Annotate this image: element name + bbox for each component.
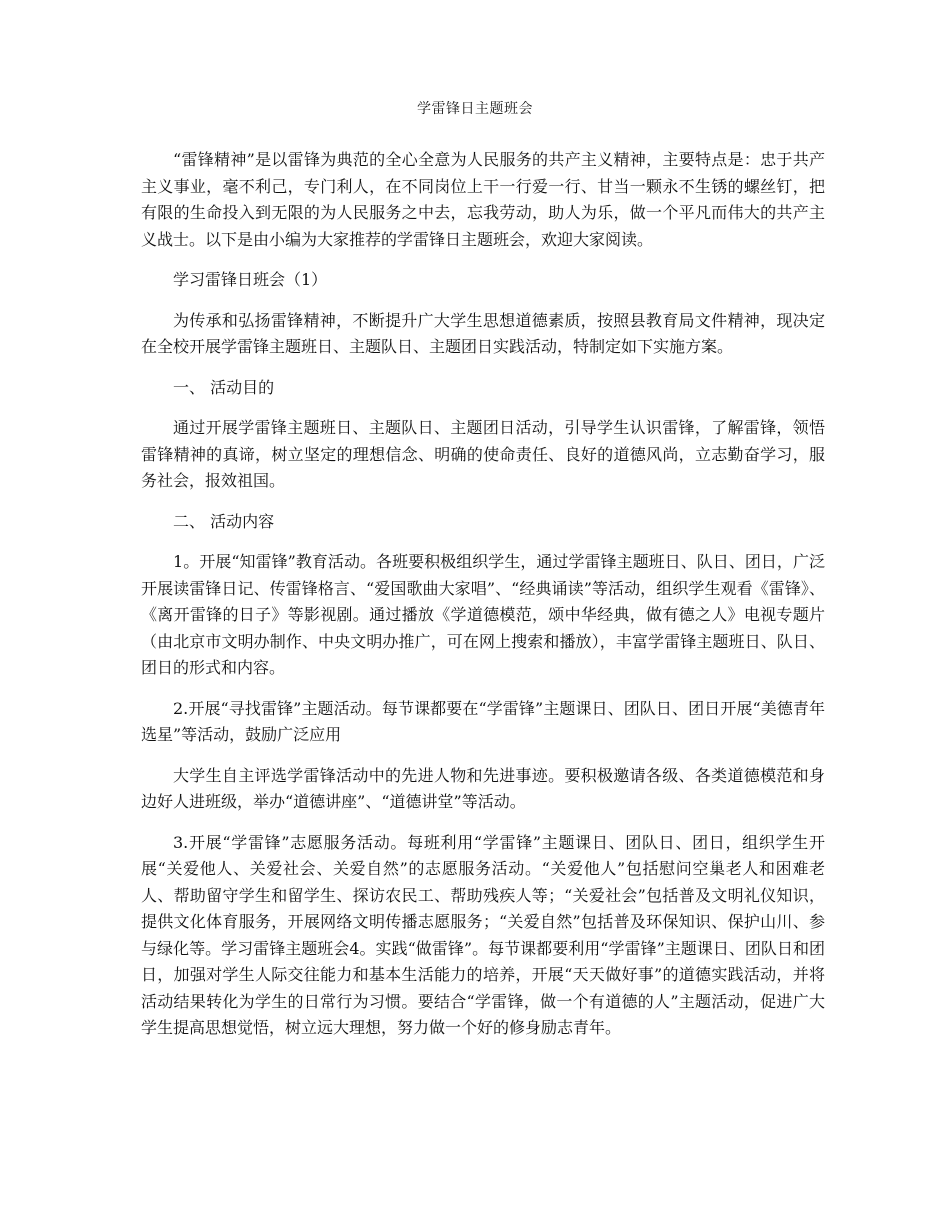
paragraph-intro: “雷锋精神”是以雷锋为典范的全心全意为人民服务的共产主义精神，主要特点是：忠于共产主义事业，毫不利己，专门利人，在不同岗位上干一行爱一行、甘当一颗永不生锈的螺丝钉，把有限的生命投入到无限的为人民服务之中去，忘我劳动，助人为乐，做一个平凡而伟大的共产主义战士。以下是由小编为大家推荐的学雷锋日主题班会，欢迎大家阅读。 <box>141 150 825 249</box>
paragraph-item-2: 2.开展“寻找雷锋”主题活动。每节课都要在“学雷锋”主题课日、团队日、团日开展“美德青年选星”等活动，鼓励广泛应用 <box>141 698 825 744</box>
document-title: 学雷锋日主题班会 <box>417 101 533 117</box>
paragraph-item-3: 3.开展“学雷锋”志愿服务活动。每班利用“学雷锋”主题课日、团队日、团日，组织学生开展“关爱他人、关爱社会、关爱自然”的志愿服务活动。“关爱他人”包括慰问空巢老人和困难老人、帮助留守学生和留学生、探访农民工、帮助残疾人等；“关爱社会”包括普及文明礼仪知识，提供文化体育服务，开展网络文明传播志愿服务；“关爱自然”包括普及环保知识、保护山川、参与绿化等。学习雷锋主题班会4。实践“做雷锋”。每节课都要利用“学雷锋”主题课日、团队日和团日，加强对学生人际交往能力和基本生活能力的培养，开展“天天做好事”的道德实践活动，并将活动结果转化为学生的日常行为习惯。要结合“学雷锋，做一个有道德的人”主题活动，促进广大学生提高思想觉悟，树立远大理想，努力做一个好的修身励志青年。 <box>141 832 825 1037</box>
section-heading-class-meeting-1: 学习雷锋日班会（1） <box>173 270 328 289</box>
paragraph-purpose-statement: 为传承和弘扬雷锋精神，不断提升广大学生思想道德素质，按照县教育局文件精神，现决定在全校开展学雷锋主题班日、主题队日、主题团日实践活动，特制定如下实施方案。 <box>141 310 825 356</box>
paragraph-activity-goal: 通过开展学雷锋主题班日、主题队日、主题团日活动，引导学生认识雷锋，了解雷锋，领悟雷锋精神的真谛，树立坚定的理想信念、明确的使命责任、良好的道德风尚，立志勤奋学习，服务社会，报效祖国。 <box>141 418 825 490</box>
paragraph-item-2-continued: 大学生自主评选学雷锋活动中的先进人物和先进事迹。要积极邀请各级、各类道德模范和身边好人进班级，举办“道德讲座”、“道德讲堂”等活动。 <box>141 765 825 811</box>
paragraph-item-1: 1。开展“知雷锋”教育活动。各班要积极组织学生，通过学雷锋主题班日、队日、团日，广泛开展读雷锋日记、传雷锋格言、“爱国歌曲大家唱”、“经典诵读”等活动，组织学生观看《雷锋》、《离开雷锋的日子》等影视剧。通过播放《学道德模范，颂中华经典，做有德之人》电视专题片（由北京市文明办制作、中央文明办推广，可在网上搜索和播放），丰富学雷锋主题班日、队日、团日的形式和内容。 <box>141 552 825 677</box>
section-heading-activity-content: 二、 活动内容 <box>173 511 275 531</box>
document-body <box>141 147 825 1056</box>
section-heading-activity-goal: 一、 活动目的 <box>173 377 275 397</box>
